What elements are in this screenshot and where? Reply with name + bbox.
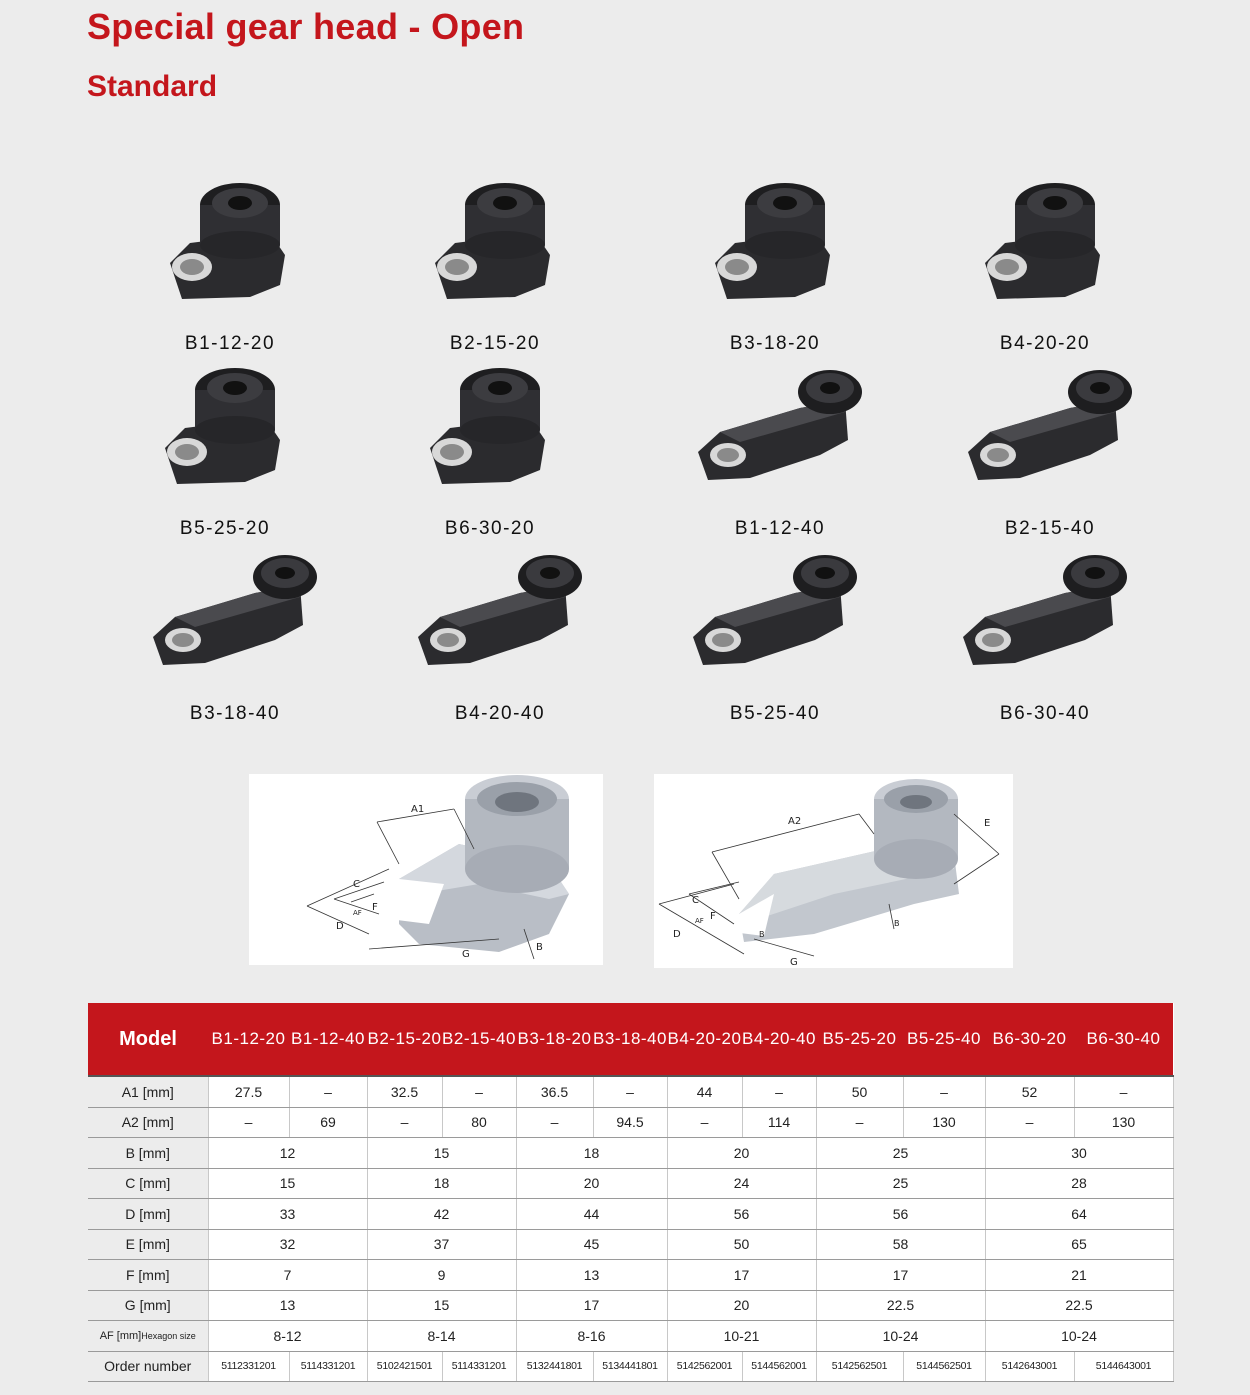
diagram-right-b-label-right: B (894, 919, 900, 928)
product-label: B1-12-40 (734, 518, 826, 539)
diagram-left-af-label: AF (353, 909, 362, 917)
table-cell: – (593, 1076, 667, 1107)
table-cell: 8-12 (208, 1321, 367, 1352)
table-cell: 15 (208, 1168, 367, 1199)
row-header: D [mm] (88, 1199, 208, 1230)
table-cell: – (289, 1076, 367, 1107)
table-row-af (88, 1321, 1173, 1352)
table-cell: 52 (985, 1076, 1074, 1107)
table-header-row (88, 1003, 1173, 1076)
table-row (88, 1260, 1173, 1291)
order-number-cell: 5132441801 (516, 1351, 593, 1382)
model-header-b6-30-40: B6-30-40 (1074, 1003, 1173, 1076)
table-cell: 8-16 (516, 1321, 667, 1352)
table-cell: 20 (667, 1138, 816, 1169)
model-header-b3-18-20: B3-18-20 (516, 1003, 593, 1076)
table-cell: 25 (816, 1138, 985, 1169)
table-row (88, 1168, 1173, 1199)
order-number-cell: 5142562001 (667, 1351, 742, 1382)
table-cell: 36.5 (516, 1076, 593, 1107)
row-header (88, 1321, 208, 1352)
gear-head-short-image (395, 175, 595, 315)
order-number-cell: 5142643001 (985, 1351, 1074, 1382)
table-cell: 20 (667, 1290, 816, 1321)
table-cell: – (208, 1107, 289, 1138)
product-label: B6-30-40 (999, 703, 1091, 724)
dimension-diagram-short-arm (249, 774, 603, 965)
diagram-right-e-label: E (984, 818, 991, 829)
table-row (88, 1290, 1173, 1321)
model-header-b5-25-20: B5-25-20 (816, 1003, 903, 1076)
table-cell: 44 (516, 1199, 667, 1230)
product-label: B2-15-40 (1004, 518, 1096, 539)
diagram-left-a1-label: A1 (411, 804, 425, 815)
table-row-order-number (88, 1351, 1173, 1382)
model-header-b3-18-40: B3-18-40 (593, 1003, 667, 1076)
product-card (395, 175, 595, 355)
row-header: A1 [mm] (88, 1076, 208, 1107)
product-label: B6-30-20 (444, 518, 536, 539)
table-cell: – (516, 1107, 593, 1138)
table-cell: – (742, 1076, 816, 1107)
row-header: B [mm] (88, 1138, 208, 1169)
diagram-left-g-label: G (462, 949, 470, 960)
table-cell: – (367, 1107, 442, 1138)
table-cell: – (985, 1107, 1074, 1138)
gear-head-long-image (135, 545, 335, 685)
table-row (88, 1199, 1173, 1230)
gear-head-short-image (130, 175, 330, 315)
table-cell: 27.5 (208, 1076, 289, 1107)
product-label: B3-18-40 (189, 703, 281, 724)
row-header: E [mm] (88, 1229, 208, 1260)
gear-head-long-image (400, 545, 600, 685)
table-cell: 22.5 (816, 1290, 985, 1321)
gear-head-long-image (950, 360, 1150, 500)
table-cell: 12 (208, 1138, 367, 1169)
row-header: C [mm] (88, 1168, 208, 1199)
model-header-b2-15-20: B2-15-20 (367, 1003, 442, 1076)
table-cell: 24 (667, 1168, 816, 1199)
model-header-b1-12-20: B1-12-20 (208, 1003, 289, 1076)
product-card (950, 360, 1150, 540)
product-label: B4-20-20 (999, 333, 1091, 354)
table-row (88, 1229, 1173, 1260)
diagram-left-f-label: F (372, 902, 378, 913)
table-cell: 10-24 (816, 1321, 985, 1352)
table-cell: – (816, 1107, 903, 1138)
table-cell: 69 (289, 1107, 367, 1138)
order-number-cell: 5142562501 (816, 1351, 903, 1382)
diagram-left-d-label: D (336, 921, 344, 932)
table-cell: 80 (442, 1107, 516, 1138)
table-cell: – (442, 1076, 516, 1107)
product-label: B3-18-20 (729, 333, 821, 354)
model-header-b6-30-20: B6-30-20 (985, 1003, 1074, 1076)
table-cell: – (1074, 1076, 1173, 1107)
diagram-right-f-label: F (710, 911, 716, 922)
product-card (680, 360, 880, 540)
order-number-cell: 5112331201 (208, 1351, 289, 1382)
table-cell: 94.5 (593, 1107, 667, 1138)
table-cell: 32 (208, 1229, 367, 1260)
table-cell: 9 (367, 1260, 516, 1291)
model-header-b4-20-40: B4-20-40 (742, 1003, 816, 1076)
product-label: B1-12-20 (184, 333, 276, 354)
model-header-b5-25-40: B5-25-40 (903, 1003, 985, 1076)
table-cell: 17 (667, 1260, 816, 1291)
table-cell: 114 (742, 1107, 816, 1138)
table-cell: 7 (208, 1260, 367, 1291)
table-cell: – (903, 1076, 985, 1107)
table-cell: 10-24 (985, 1321, 1173, 1352)
table-cell: 42 (367, 1199, 516, 1230)
table-cell: 50 (667, 1229, 816, 1260)
table-cell: 44 (667, 1076, 742, 1107)
gear-head-short-image (945, 175, 1145, 315)
diagram-right-c-label: C (692, 895, 699, 906)
product-label: B5-25-20 (179, 518, 271, 539)
table-cell: 18 (516, 1138, 667, 1169)
product-card (390, 360, 590, 540)
product-card (135, 545, 335, 725)
specification-table (88, 1003, 1174, 1382)
table-cell: 17 (516, 1290, 667, 1321)
gear-head-short-image (675, 175, 875, 315)
order-number-cell: 5134441801 (593, 1351, 667, 1382)
af-label-small: Hexagon size (141, 1330, 196, 1341)
table-cell: 32.5 (367, 1076, 442, 1107)
table-cell: 58 (816, 1229, 985, 1260)
table-cell: 15 (367, 1290, 516, 1321)
table-cell: 8-14 (367, 1321, 516, 1352)
table-cell: 18 (367, 1168, 516, 1199)
diagram-left-c-label: C (353, 879, 360, 890)
order-number-cell: 5144562501 (903, 1351, 985, 1382)
table-cell: 25 (816, 1168, 985, 1199)
diagram-right-d-label: D (673, 929, 681, 940)
order-number-cell: 5144562001 (742, 1351, 816, 1382)
table-cell: 30 (985, 1138, 1173, 1169)
table-cell: 17 (816, 1260, 985, 1291)
product-card (400, 545, 600, 725)
table-cell: 45 (516, 1229, 667, 1260)
product-card (130, 175, 330, 355)
product-label: B2-15-20 (449, 333, 541, 354)
table-row (88, 1138, 1173, 1169)
row-header: G [mm] (88, 1290, 208, 1321)
table-cell: 33 (208, 1199, 367, 1230)
table-cell: 21 (985, 1260, 1173, 1291)
page-subtitle: Standard (87, 70, 218, 103)
gear-head-short-image (390, 360, 590, 500)
dimension-diagram-long-arm (654, 774, 1013, 968)
table-cell: 28 (985, 1168, 1173, 1199)
product-label: B4-20-40 (454, 703, 546, 724)
table-cell: 65 (985, 1229, 1173, 1260)
model-header-b4-20-20: B4-20-20 (667, 1003, 742, 1076)
product-label: B5-25-40 (729, 703, 821, 724)
gear-head-long-image (675, 545, 875, 685)
af-label: AF [mm] (99, 1329, 142, 1342)
table-cell: 15 (367, 1138, 516, 1169)
diagram-right-a2-label: A2 (788, 816, 802, 827)
table-cell: 50 (816, 1076, 903, 1107)
table-cell: 13 (208, 1290, 367, 1321)
model-header-cell: Model (88, 1003, 208, 1076)
table-cell: – (667, 1107, 742, 1138)
diagram-left-b-label: B (536, 942, 543, 953)
row-header: Order number (88, 1351, 208, 1382)
order-number-cell: 5114331201 (442, 1351, 516, 1382)
order-number-cell: 5114331201 (289, 1351, 367, 1382)
product-card (675, 175, 875, 355)
diagram-right-g-label: G (790, 957, 798, 968)
table-cell: 10-21 (667, 1321, 816, 1352)
table-cell: 130 (903, 1107, 985, 1138)
table-cell: 37 (367, 1229, 516, 1260)
order-number-cell: 5102421501 (367, 1351, 442, 1382)
table-row-a1 (88, 1076, 1173, 1107)
model-header-b1-12-40: B1-12-40 (289, 1003, 367, 1076)
product-card (675, 545, 875, 725)
diagram-right-b-label-left: B (759, 930, 765, 939)
table-cell: 56 (667, 1199, 816, 1230)
table-row-a2 (88, 1107, 1173, 1138)
page-title: Special gear head - Open (87, 6, 525, 47)
gear-head-long-image (945, 545, 1145, 685)
gear-head-short-image (125, 360, 325, 500)
product-card (945, 175, 1145, 355)
row-header: A2 [mm] (88, 1107, 208, 1138)
row-header: F [mm] (88, 1260, 208, 1291)
table-cell: 22.5 (985, 1290, 1173, 1321)
table-cell: 64 (985, 1199, 1173, 1230)
gear-head-long-image (680, 360, 880, 500)
model-header-b2-15-40: B2-15-40 (442, 1003, 516, 1076)
table-cell: 13 (516, 1260, 667, 1291)
table-cell: 130 (1074, 1107, 1173, 1138)
table-cell: 20 (516, 1168, 667, 1199)
table-cell: 56 (816, 1199, 985, 1230)
order-number-cell: 5144643001 (1074, 1351, 1173, 1382)
diagram-right-af-label: AF (695, 917, 704, 925)
product-card (125, 360, 325, 540)
product-card (945, 545, 1145, 725)
